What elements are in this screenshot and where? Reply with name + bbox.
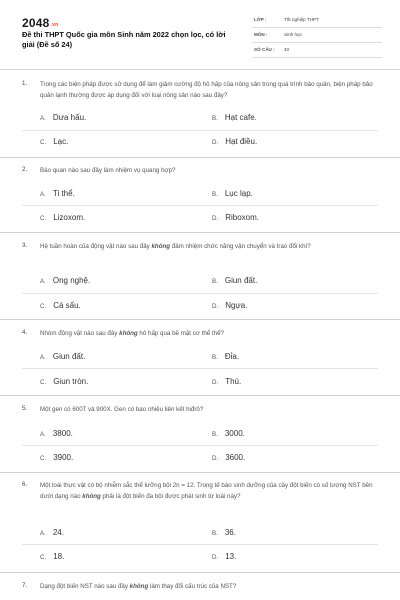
meta-label: MÔN :	[254, 32, 268, 37]
exam-meta-table	[252, 13, 382, 58]
site-logo[interactable]	[22, 16, 58, 30]
option-d[interactable]	[212, 213, 259, 222]
option-text: 3600.	[225, 453, 246, 462]
option-a[interactable]	[40, 429, 73, 438]
question-emphasis: không	[119, 330, 138, 337]
option-text: 24.	[52, 528, 64, 537]
option-text: 3000.	[224, 429, 245, 438]
option-letter: A.	[40, 278, 46, 285]
option-text: Lạc.	[53, 137, 69, 146]
question-divider	[0, 157, 400, 158]
header-divider	[0, 69, 400, 70]
question-text-part: Dạng đột biến NST nào sau đây	[40, 583, 130, 590]
option-text: Giun đất.	[224, 276, 258, 285]
question-text: Trong các biện pháp được sử dụng để làm giảm cường độ hô hấp của nông sản trong quá trình bảo quản, biện pháp bảo quản lạnh thường được áp dụng đối với loại nông sản nào sau đây?	[40, 81, 373, 99]
option-letter: A.	[40, 354, 46, 361]
question-text: Một gen có 600T và 900X. Gen có bao nhiêu liên kết hiđrô?	[40, 406, 204, 413]
meta-value: 40	[284, 47, 290, 52]
option-text: Ti thể.	[52, 189, 75, 198]
option-letter: D.	[212, 215, 219, 222]
option-text: Ong nghệ.	[52, 276, 91, 285]
logo-text: 2048	[22, 16, 50, 30]
question-text-part: Nhóm động vật nào sau đây	[40, 330, 120, 337]
option-c[interactable]	[40, 137, 68, 146]
question-text	[40, 582, 375, 593]
option-letter: B.	[212, 278, 218, 285]
option-letter: C.	[40, 455, 47, 462]
option-d[interactable]	[212, 453, 245, 462]
option-letter: B.	[212, 431, 218, 438]
option-text: Giun tròn.	[53, 377, 89, 386]
question-divider	[0, 319, 400, 320]
option-text: 36.	[224, 528, 236, 537]
option-c[interactable]	[40, 301, 81, 310]
option-letter: B.	[212, 115, 218, 122]
question-emphasis: không	[129, 583, 149, 590]
option-divider	[22, 368, 378, 369]
option-d[interactable]	[212, 137, 257, 146]
option-c[interactable]	[40, 377, 88, 386]
option-text: Ngựa.	[225, 301, 248, 310]
option-text: Đỉa.	[224, 352, 240, 361]
option-a[interactable]	[40, 352, 85, 361]
option-text: Dưa hấu.	[52, 113, 87, 122]
option-divider	[22, 293, 378, 294]
option-letter: D.	[212, 554, 219, 561]
option-divider	[22, 205, 378, 206]
option-letter: A.	[40, 530, 46, 537]
question-divider	[0, 232, 400, 233]
question-text-part: hô hấp qua bề mặt cơ thể thể?	[137, 330, 224, 337]
question-number: 4.	[22, 329, 28, 336]
question-text-part: phải là đột biến đa bội được phát sinh từ loài này?	[100, 492, 241, 500]
option-letter: C.	[40, 303, 47, 310]
meta-row-subject	[252, 28, 382, 43]
option-letter: A.	[40, 191, 46, 198]
option-b[interactable]	[212, 189, 253, 198]
option-c[interactable]	[40, 453, 73, 462]
option-divider	[22, 445, 378, 446]
document-header	[0, 0, 400, 66]
question-number: 5.	[22, 405, 28, 412]
option-text: 13.	[225, 552, 237, 561]
meta-value: Tốt nghiệp THPT	[284, 17, 319, 22]
option-letter: B.	[212, 354, 218, 361]
option-b[interactable]	[212, 528, 236, 537]
option-a[interactable]	[40, 276, 90, 285]
question-divider	[0, 572, 400, 573]
option-letter: D.	[212, 139, 219, 146]
question-emphasis: không	[82, 492, 101, 500]
question-number: 2.	[22, 166, 28, 173]
option-text: Riboxom.	[225, 213, 259, 222]
option-letter: A.	[40, 431, 46, 438]
option-letter: A.	[40, 115, 46, 122]
option-letter: B.	[212, 530, 218, 537]
option-text: 18.	[53, 552, 65, 561]
option-letter: B.	[212, 191, 218, 198]
option-divider	[22, 544, 378, 545]
option-c[interactable]	[40, 552, 64, 561]
question-number: 1.	[22, 80, 28, 87]
option-text: Thú.	[225, 377, 242, 386]
option-b[interactable]	[212, 113, 257, 122]
option-text: Lizoxom.	[53, 213, 86, 222]
question-number: 6.	[22, 481, 28, 488]
option-d[interactable]	[212, 377, 241, 386]
question-number: 7.	[22, 582, 28, 589]
question-text-part: Một loài thực vật có bộ nhiễm sắc thể lưỡng bội 2n = 12. Trong tế bào sinh dưỡng của cây đột biến có số lượng NST bên dưới dạng nào	[40, 482, 373, 500]
meta-row-class	[252, 13, 382, 28]
option-text: Hạt cafe.	[224, 113, 257, 122]
option-letter: D.	[212, 379, 219, 386]
option-letter: D.	[212, 455, 219, 462]
question-text-part: Hệ tuần hoàn của động vật nào sau đây	[40, 243, 152, 250]
question-text-part: đảm nhiệm chức năng vận chuyển và trao đổi khí?	[170, 243, 311, 250]
option-letter: C.	[40, 139, 47, 146]
logo-domain: .vn	[50, 22, 59, 28]
option-text: Hạt điều.	[225, 137, 258, 146]
option-a[interactable]	[40, 189, 75, 198]
option-d[interactable]	[212, 552, 236, 561]
option-a[interactable]	[40, 113, 86, 122]
option-letter: D.	[212, 303, 219, 310]
option-text: Cá sấu.	[53, 301, 81, 310]
option-letter: C.	[40, 215, 47, 222]
option-text: Giun đất.	[52, 352, 86, 361]
question-text	[40, 481, 375, 502]
option-text: Lục lạp.	[224, 189, 253, 198]
document-title: Đề thi THPT Quốc gia môn Sinh năm 2022 chọn lọc, có lời giải (Đề số 24)	[22, 30, 226, 49]
question-text: Bào quan nào sau đây làm nhiệm vụ quang hợp?	[40, 167, 176, 174]
option-letter: C.	[40, 554, 47, 561]
option-letter: C.	[40, 379, 47, 386]
option-d[interactable]	[212, 301, 247, 310]
question-divider	[0, 472, 400, 473]
option-divider	[22, 130, 378, 131]
question-text	[40, 329, 375, 340]
option-text: 3800.	[52, 429, 73, 438]
meta-label: SỐ CÂU :	[254, 47, 275, 52]
question-divider	[0, 395, 400, 396]
option-b[interactable]	[212, 429, 245, 438]
meta-value: Sinh học	[284, 32, 302, 37]
option-b[interactable]	[212, 352, 239, 361]
meta-row-count	[252, 43, 382, 58]
option-text: 3900.	[53, 453, 74, 462]
option-b[interactable]	[212, 276, 257, 285]
question-text-part: làm thay đổi cấu trúc của NST?	[148, 583, 237, 590]
question-number: 3.	[22, 242, 28, 249]
meta-label: LỚP :	[254, 17, 267, 22]
option-c[interactable]	[40, 213, 85, 222]
option-a[interactable]	[40, 528, 64, 537]
question-emphasis: không	[151, 243, 171, 250]
question-text	[40, 242, 375, 253]
